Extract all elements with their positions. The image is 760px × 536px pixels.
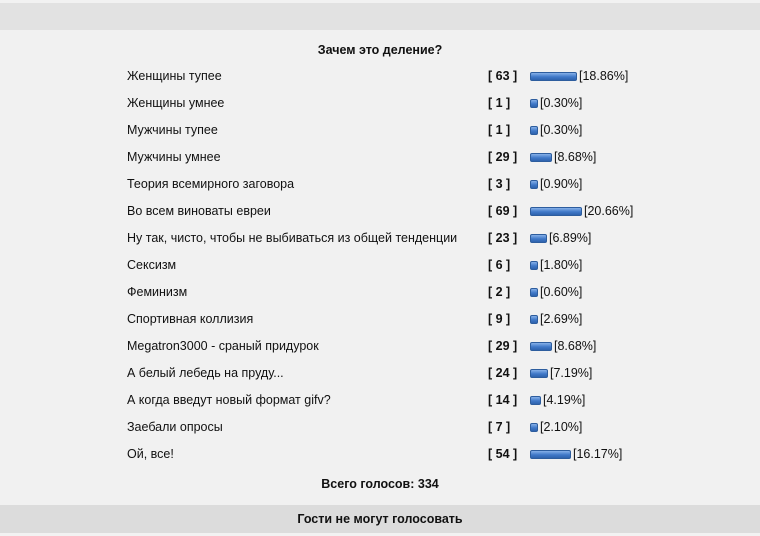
poll-option-row <box>0 307 760 334</box>
poll-option-percent: [1.80%] <box>540 258 583 272</box>
poll-option-votes: [ 63 ] <box>488 69 518 83</box>
poll-option-percent: [16.17%] <box>573 447 623 461</box>
poll-panel <box>0 30 760 505</box>
poll-results-list <box>0 64 760 469</box>
poll-total-votes: Всего голосов: 334 <box>321 477 439 491</box>
poll-option-percent: [6.89%] <box>549 231 592 245</box>
poll-option-label: Сексизм <box>127 258 177 272</box>
poll-option-label: Во всем виноваты евреи <box>127 204 271 218</box>
poll-option-row <box>0 388 760 415</box>
poll-option-bar <box>530 450 571 459</box>
poll-option-bar <box>530 180 538 189</box>
poll-option-percent: [8.68%] <box>554 150 597 164</box>
poll-option-votes: [ 2 ] <box>488 285 511 299</box>
guest-notice-text: Гости не могут голосовать <box>297 512 463 526</box>
poll-option-votes: [ 6 ] <box>488 258 511 272</box>
poll-option-label: Мужчины умнее <box>127 150 221 164</box>
poll-option-votes: [ 23 ] <box>488 231 518 245</box>
poll-option-bar <box>530 315 538 324</box>
poll-option-row <box>0 64 760 91</box>
poll-option-votes: [ 69 ] <box>488 204 518 218</box>
poll-option-label: Спортивная коллизия <box>127 312 254 326</box>
poll-option-percent: [0.30%] <box>540 96 583 110</box>
poll-option-row <box>0 118 760 145</box>
poll-option-row <box>0 253 760 280</box>
poll-option-votes: [ 29 ] <box>488 339 518 353</box>
poll-option-percent: [2.69%] <box>540 312 583 326</box>
poll-option-bar <box>530 423 538 432</box>
poll-option-votes: [ 54 ] <box>488 447 518 461</box>
poll-title: Зачем это деление? <box>317 43 443 57</box>
poll-option-percent: [4.19%] <box>543 393 586 407</box>
poll-option-bar <box>530 99 538 108</box>
poll-option-label: Заебали опросы <box>127 420 223 434</box>
poll-option-bar <box>530 396 541 405</box>
poll-option-row <box>0 334 760 361</box>
poll-option-percent: [7.19%] <box>550 366 593 380</box>
top-bar <box>0 3 760 30</box>
poll-option-label: А когда введут новый формат gifv? <box>127 393 331 407</box>
poll-option-row <box>0 442 760 469</box>
poll-option-label: Женщины умнее <box>127 96 225 110</box>
poll-option-row <box>0 226 760 253</box>
poll-option-label: Ну так, чисто, чтобы не выбиваться из общей тенденции <box>127 231 458 245</box>
poll-option-percent: [0.30%] <box>540 123 583 137</box>
poll-option-row <box>0 145 760 172</box>
poll-option-row <box>0 91 760 118</box>
poll-option-bar <box>530 207 582 216</box>
poll-option-votes: [ 3 ] <box>488 177 511 191</box>
poll-option-votes: [ 1 ] <box>488 123 511 137</box>
poll-option-row <box>0 361 760 388</box>
poll-option-bar <box>530 369 548 378</box>
poll-option-bar <box>530 126 538 135</box>
poll-option-label: Megatron3000 - сраный придурок <box>127 339 319 353</box>
poll-option-percent: [8.68%] <box>554 339 597 353</box>
poll-option-bar <box>530 261 538 270</box>
poll-option-label: Женщины тупее <box>127 69 222 83</box>
poll-option-label: Ой, все! <box>127 447 174 461</box>
poll-option-row <box>0 280 760 307</box>
poll-option-percent: [18.86%] <box>579 69 629 83</box>
poll-option-bar <box>530 72 577 81</box>
poll-option-votes: [ 14 ] <box>488 393 518 407</box>
poll-option-row <box>0 199 760 226</box>
poll-option-percent: [0.60%] <box>540 285 583 299</box>
poll-option-bar <box>530 342 552 351</box>
poll-option-bar <box>530 153 552 162</box>
poll-option-percent: [20.66%] <box>584 204 634 218</box>
poll-option-percent: [0.90%] <box>540 177 583 191</box>
poll-option-votes: [ 9 ] <box>488 312 511 326</box>
poll-option-percent: [2.10%] <box>540 420 583 434</box>
guest-notice-bar <box>0 505 760 533</box>
poll-option-label: Теория всемирного заговора <box>127 177 295 191</box>
poll-option-votes: [ 7 ] <box>488 420 511 434</box>
poll-option-bar <box>530 288 538 297</box>
poll-option-label: Феминизм <box>127 285 188 299</box>
poll-option-label: А белый лебедь на пруду... <box>127 366 284 380</box>
poll-option-votes: [ 29 ] <box>488 150 518 164</box>
poll-option-votes: [ 1 ] <box>488 96 511 110</box>
poll-option-row <box>0 415 760 442</box>
poll-option-label: Мужчины тупее <box>127 123 218 137</box>
poll-option-bar <box>530 234 547 243</box>
poll-option-votes: [ 24 ] <box>488 366 518 380</box>
poll-option-row <box>0 172 760 199</box>
